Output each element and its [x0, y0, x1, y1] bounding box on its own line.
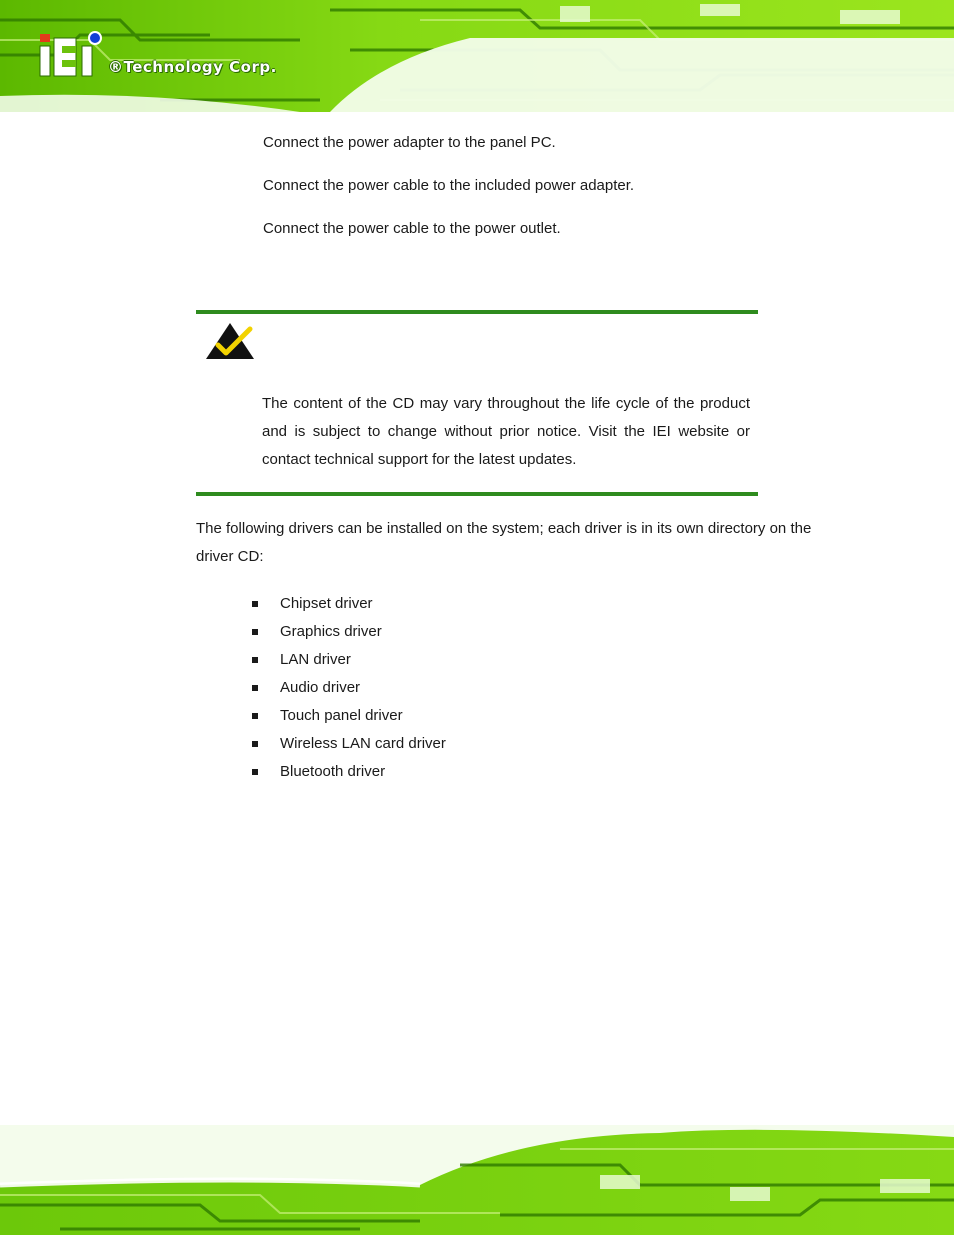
iei-logo-icon: [36, 28, 106, 84]
bullet-square-icon: [252, 657, 258, 663]
driver-label: Wireless LAN card driver: [280, 735, 446, 752]
note-text: The content of the CD may vary throughout the life cycle of the product and is subject to change without prior notice. Visit the IEI website or contact technical support for the latest updates.: [262, 395, 750, 468]
bullet-square-icon: [252, 713, 258, 719]
company-logo: [36, 28, 286, 84]
intro-paragraph: The following drivers can be installed on the system; each driver is in its own directory on the driver CD:: [196, 520, 812, 565]
step-2: Connect the power cable to the included power adapter.: [263, 177, 635, 194]
note-bottom-rule: [196, 492, 758, 496]
driver-label: LAN driver: [280, 651, 351, 668]
footer-banner: [0, 1125, 954, 1235]
logo-tagline: ®Technology Corp.: [108, 58, 277, 76]
bullet-square-icon: [252, 601, 258, 607]
driver-label: Audio driver: [280, 679, 361, 696]
note-checkmark-icon: [204, 321, 256, 361]
driver-label: Bluetooth driver: [280, 763, 386, 780]
bullet-square-icon: [252, 685, 258, 691]
driver-label: Chipset driver: [280, 595, 373, 612]
step-1: Connect the power adapter to the panel PC.: [263, 134, 556, 151]
bullet-square-icon: [252, 629, 258, 635]
step-3: Connect the power cable to the power outlet.: [263, 220, 561, 237]
note-top-rule: [196, 310, 758, 314]
bullet-square-icon: [252, 741, 258, 747]
driver-label: Touch panel driver: [280, 707, 403, 724]
driver-label: Graphics driver: [280, 623, 382, 640]
bullet-square-icon: [252, 769, 258, 775]
